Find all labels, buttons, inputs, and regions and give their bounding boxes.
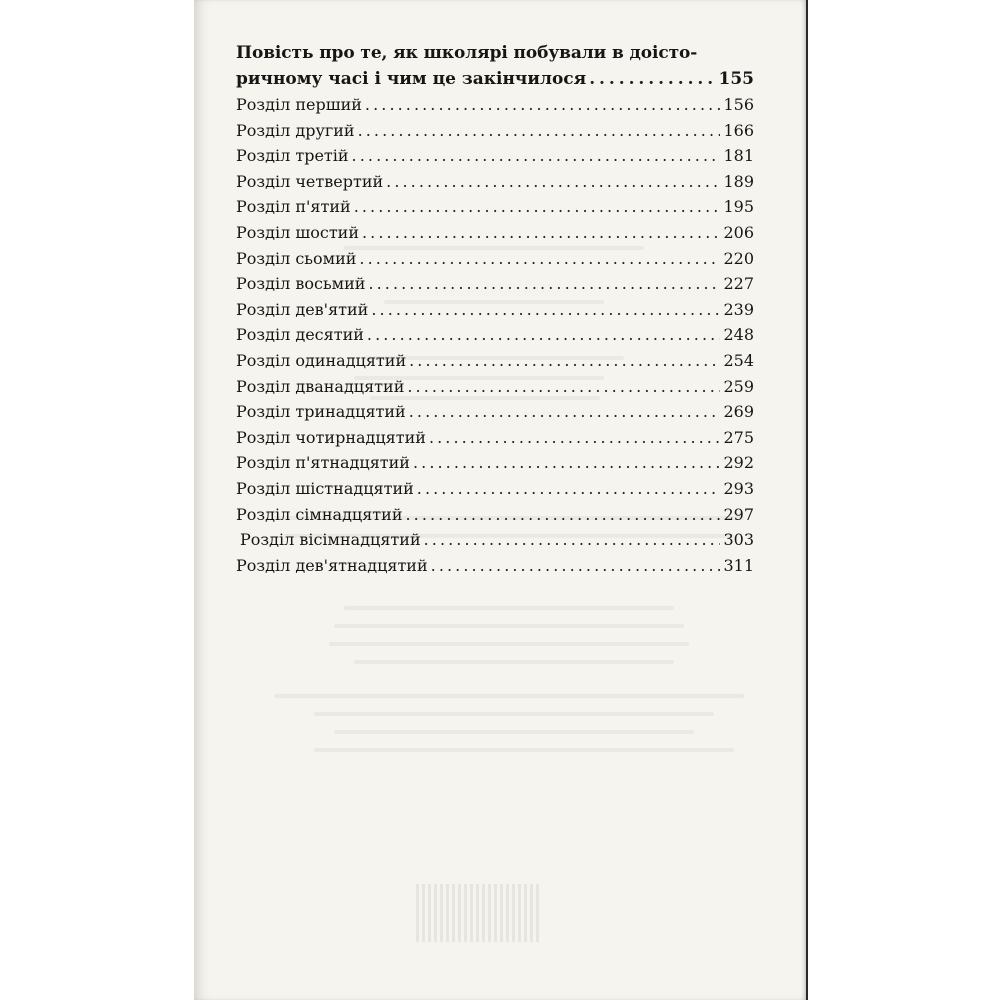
dot-leader [362, 220, 720, 246]
toc-entry-page: 189 [723, 171, 754, 191]
toc-entry [236, 118, 754, 144]
toc-entry [236, 322, 754, 348]
toc-entry-label: Розділ чотирнадцятий [236, 427, 426, 447]
toc-entry [236, 476, 754, 502]
dot-leader [413, 450, 720, 476]
toc-section-title [236, 40, 754, 66]
dot-leader [371, 297, 720, 323]
toc-entry-label: Розділ десятий [236, 325, 364, 345]
toc-entry [236, 271, 754, 297]
toc-entry [236, 297, 754, 323]
toc-entry-label: Розділ дев'ятнадцятий [236, 555, 428, 575]
toc-entry [236, 425, 754, 451]
toc-entry [236, 348, 754, 374]
dot-leader [368, 271, 720, 297]
toc-entry-page: 166 [723, 120, 754, 140]
dot-leader [354, 194, 721, 220]
toc-section-title-line2: ричному часі і чим це закінчилося [236, 69, 587, 89]
toc-entry-page: 254 [723, 350, 754, 370]
toc-entry [236, 450, 754, 476]
dot-leader [424, 527, 721, 553]
toc-entry [236, 399, 754, 425]
toc-entry-page: 293 [723, 478, 754, 498]
dot-leader [367, 322, 721, 348]
toc-entry [236, 169, 754, 195]
toc-entry-label: Розділ четвертий [236, 171, 384, 191]
printer-mark [416, 884, 540, 942]
toc-entry [236, 246, 754, 272]
book-page [194, 0, 808, 1000]
toc-section-page: 155 [718, 69, 754, 89]
toc-entry [236, 527, 754, 553]
dot-leader [405, 502, 720, 528]
toc-entry-label: Розділ сімнадцятий [236, 504, 403, 524]
toc-entry-label: Розділ вісімнадцятий [240, 530, 421, 550]
dot-leader [358, 118, 721, 144]
toc-entry-page: 303 [723, 530, 754, 550]
table-of-contents [236, 40, 754, 578]
toc-entry-label: Розділ перший [236, 95, 362, 114]
dot-leader [589, 66, 715, 92]
toc-entry [236, 553, 754, 579]
toc-entry-label: Розділ другий [236, 120, 355, 140]
toc-entry [236, 502, 754, 528]
toc-entry-label: Розділ восьмий [236, 274, 366, 294]
toc-entry-label: Розділ дванадцятий [236, 376, 405, 396]
dot-leader [407, 374, 720, 400]
dot-leader [352, 143, 721, 169]
toc-entry-page: 297 [723, 504, 754, 524]
toc-entry-label: Розділ третій [236, 146, 349, 166]
toc-entry [236, 143, 754, 169]
toc-entry-page: 259 [723, 376, 754, 396]
dot-leader [365, 92, 721, 118]
toc-entry-page: 248 [723, 325, 754, 345]
toc-entry-page: 269 [723, 402, 754, 422]
toc-entry-label: Розділ тринадцятий [236, 402, 406, 422]
toc-entry-page: 275 [723, 427, 754, 447]
toc-entry-page: 181 [723, 146, 754, 166]
dot-leader [386, 169, 720, 195]
toc-entry-page: 206 [723, 222, 754, 242]
toc-entry-page: 220 [723, 248, 754, 268]
toc-entry-label: Розділ дев'ятий [236, 299, 369, 319]
dot-leader [409, 399, 721, 425]
toc-entry-page: 311 [723, 555, 754, 575]
toc-entry [236, 194, 754, 220]
dot-leader [409, 348, 720, 374]
toc-entry [236, 92, 754, 118]
toc-entry-label: Розділ п'ятнадцятий [236, 453, 410, 473]
toc-section-title-row [236, 66, 754, 92]
dot-leader [429, 425, 721, 451]
toc-entry-label: Розділ сьомий [236, 248, 357, 268]
toc-entry-page: 292 [723, 453, 754, 473]
toc-entry-label: Розділ шістнадцятий [236, 478, 414, 498]
toc-entry-page: 227 [723, 274, 754, 294]
toc-entry-label: Розділ шостий [236, 222, 359, 242]
toc-entry-label: Розділ одинадцятий [236, 350, 407, 370]
toc-entry-label: Розділ п'ятий [236, 197, 351, 217]
toc-entry-page: 156 [723, 95, 754, 114]
dot-leader [359, 246, 720, 272]
toc-entry [236, 220, 754, 246]
toc-entry-page: 195 [723, 197, 754, 217]
toc-entry-page: 239 [723, 299, 754, 319]
toc-entry [236, 374, 754, 400]
toc-section-title-line1: Повість про те, як школярі побували в доісто- [236, 43, 698, 63]
dot-leader [431, 553, 721, 579]
dot-leader [417, 476, 721, 502]
